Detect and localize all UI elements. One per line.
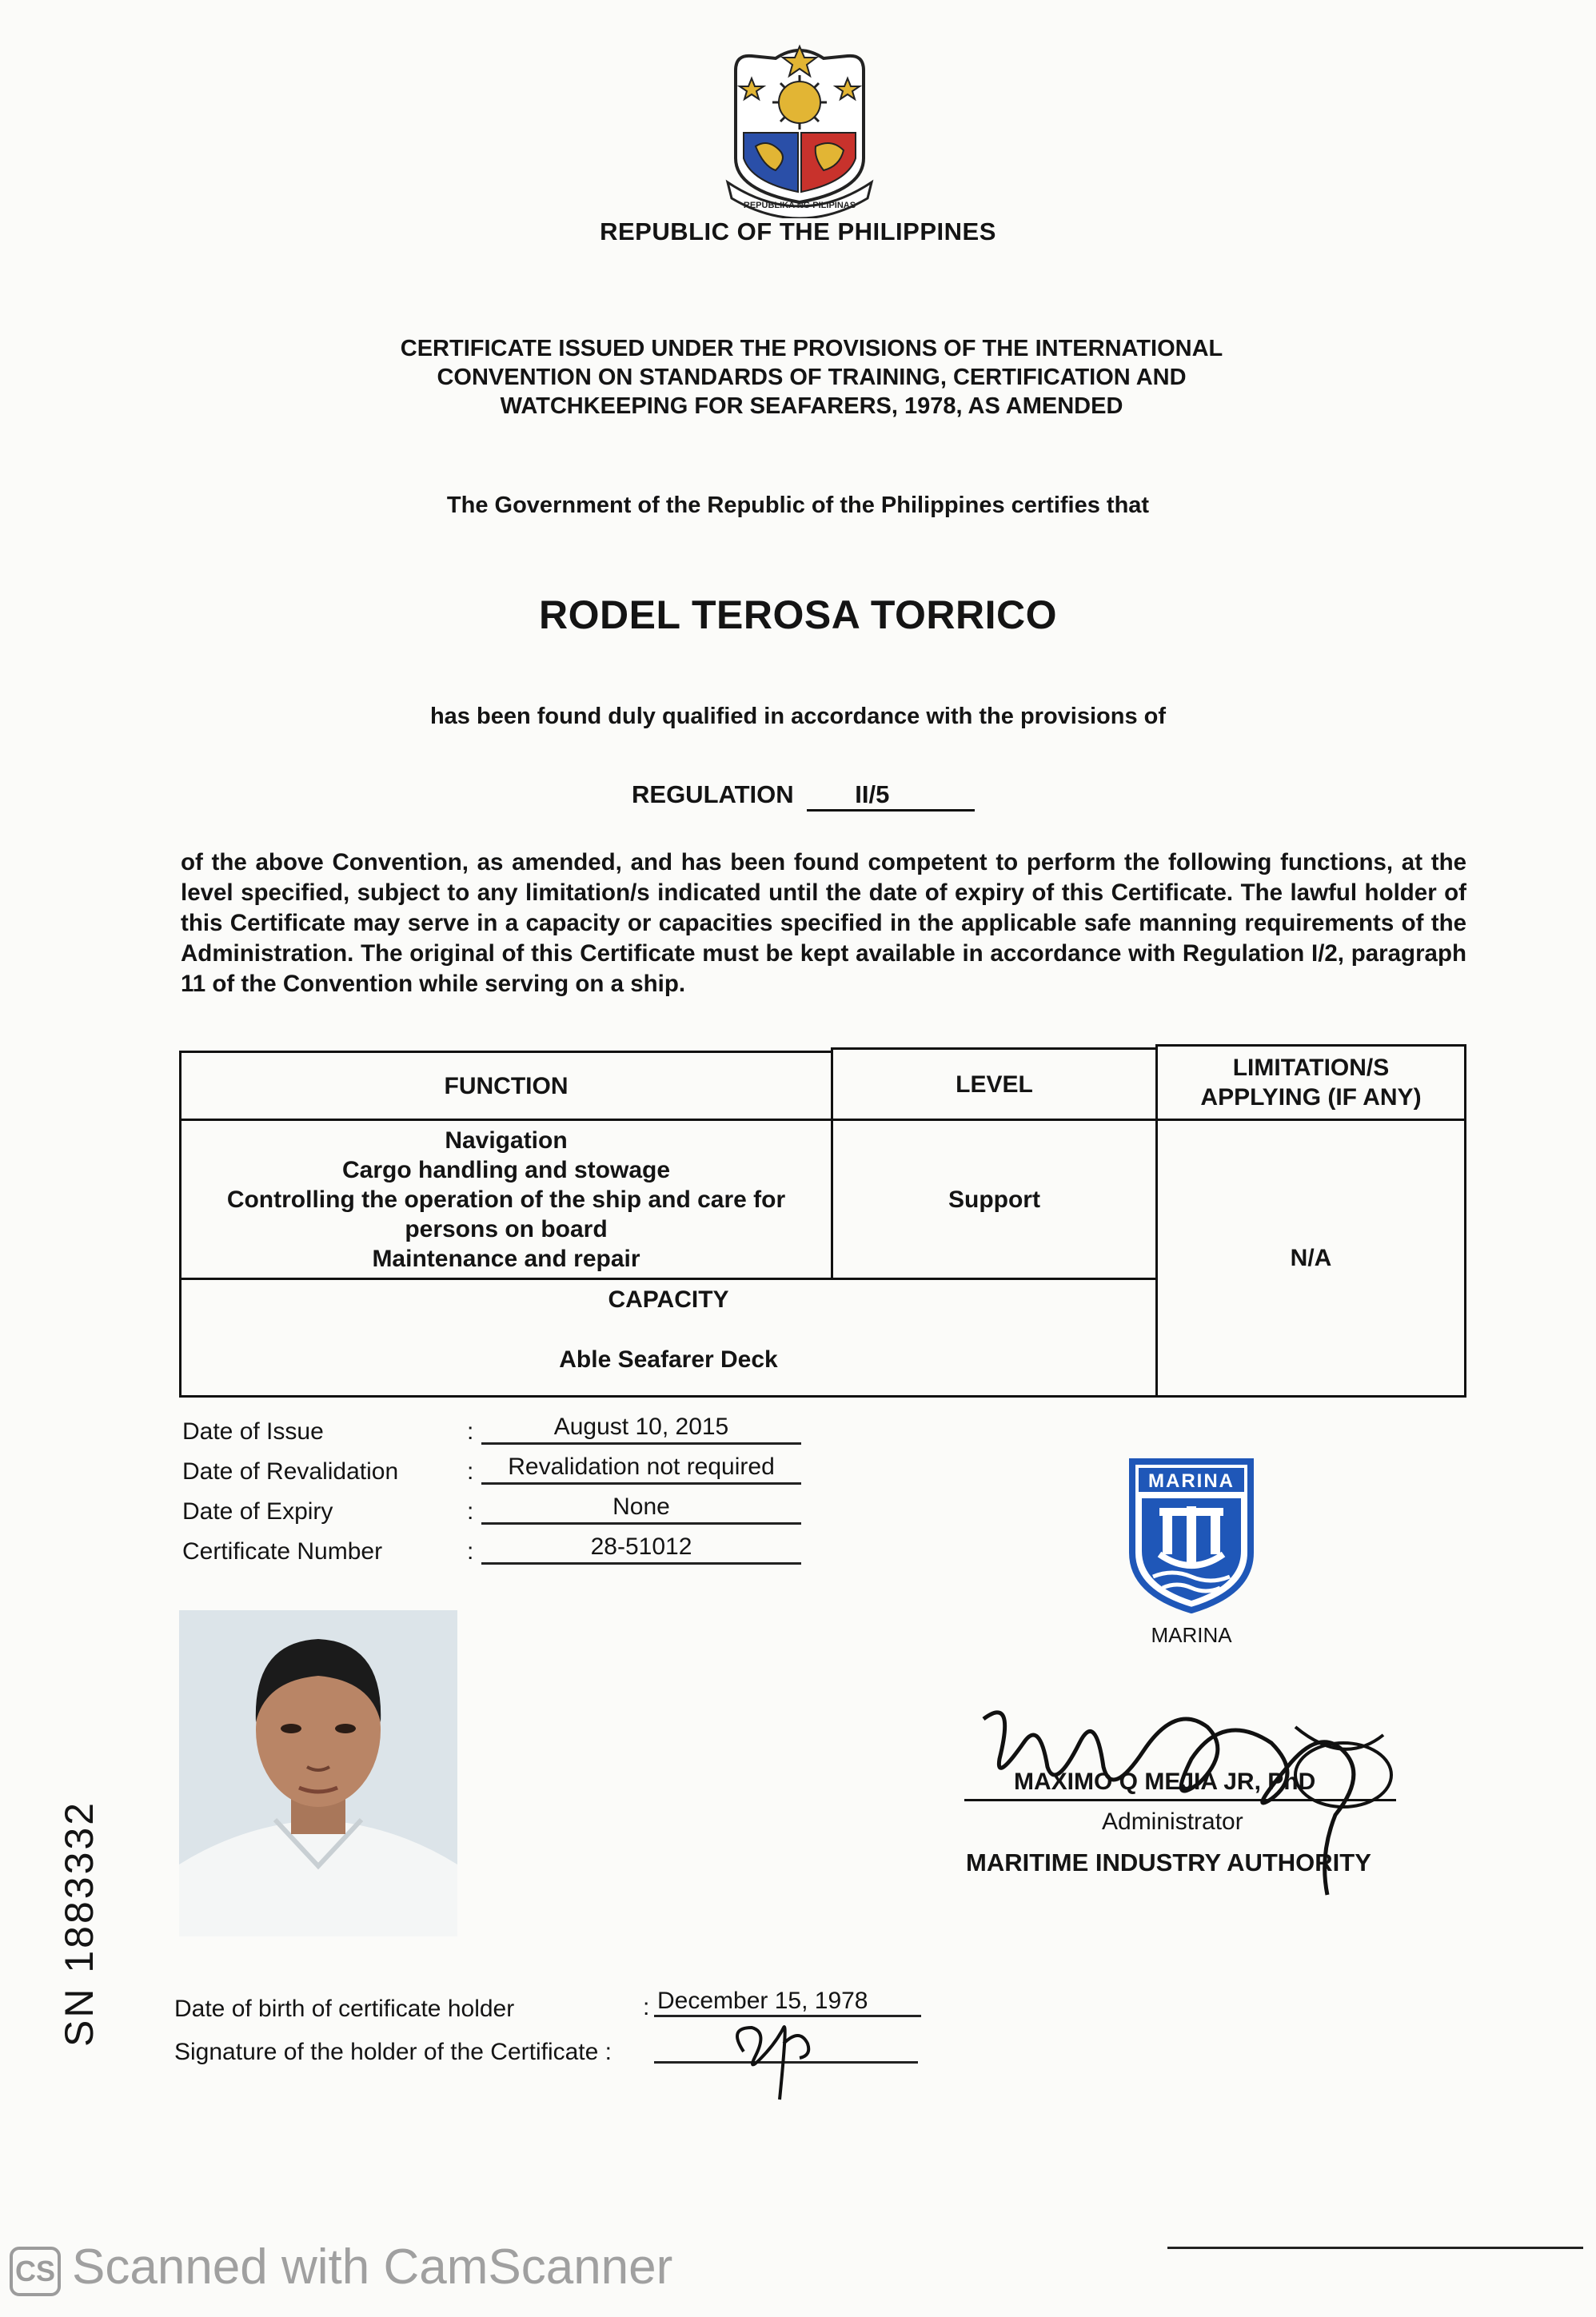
marina-logo-text: MARINA [1148,1470,1235,1492]
government-certifies-line: The Government of the Republic of the Philippines certifies that [446,493,1150,518]
detail-value: None [481,1493,801,1525]
signatory-title: Administrator [1102,1809,1243,1835]
function-item: Cargo handling and stowage [341,1156,671,1183]
detail-row-number [181,1529,804,1569]
certificate-body-paragraph: of the above Convention, as amended, and has been found competent to perform the following functions, at the level specified, subject to any limitation/s indicated until the date of expiry of this Certificate. The lawful holder of this Certificate may serve in a capacity or capacities specified in the applicable safe manning requirements of the Administration. The original of this Certificate must be kept available in accordance with Regulation I/2, paragraph 11 of the Convention while serving on a ship. [181,849,1466,997]
detail-value: 28-51012 [481,1533,801,1565]
detail-label: Date of Expiry [182,1498,333,1525]
limitations-header [1155,1044,1466,1121]
scanner-watermark: Scanned with CamScanner [72,2239,673,2295]
marina-logo [1127,1457,1255,1613]
country-title: REPUBLIC OF THE PHILIPPINES [600,217,996,245]
detail-colon: : [467,1458,474,1485]
detail-colon: : [467,1418,474,1445]
marina-caption: MARINA [1151,1623,1232,1647]
function-header-label: FUNCTION [444,1072,569,1099]
heading-line: CONVENTION ON STANDARDS OF TRAINING, CERTIFICATION AND [437,365,1187,390]
dob-label: Date of birth of certificate holder [174,1996,515,2022]
qualified-line: has been found duly qualified in accordance with the provisions of [429,704,1167,729]
dob-value: December 15, 1978 [654,1988,921,2017]
function-header [179,1051,833,1121]
functions-cell [179,1119,833,1280]
limitations-header-line: LIMITATION/S [1232,1055,1390,1081]
seal-text: REPUBLIKA NG PILIPINAS [743,201,856,210]
regulation-label: REGULATION [632,780,794,808]
regulation-value: II/5 [807,780,975,812]
holder-name: RODEL TEROSA TORRICO [538,592,1057,637]
holder-photo [179,1610,457,1936]
competency-table [179,1044,1466,1398]
certificate-heading [344,334,1279,421]
bottom-rule [1167,2247,1583,2249]
signatory-name: MAXIMO Q MEJIA JR, PhD [1014,1769,1316,1795]
detail-colon: : [467,1538,474,1565]
function-item: Maintenance and repair [372,1245,640,1272]
detail-label: Date of Revalidation [182,1458,399,1485]
limitations-header-line: APPLYING (IF ANY) [1200,1084,1422,1111]
function-item: persons on board [405,1215,608,1242]
detail-row-revalidation [181,1449,804,1489]
philippine-seal-emblem [720,38,880,218]
issuing-authority: MARITIME INDUSTRY AUTHORITY [966,1848,1371,1876]
detail-value: Revalidation not required [481,1454,801,1485]
detail-row-expiry [181,1489,804,1529]
capacity-cell [179,1278,1158,1398]
camscanner-logo-icon: CS [10,2247,61,2296]
holder-signature [712,1996,856,2108]
dob-colon: : [643,1994,650,2020]
heading-line: WATCHKEEPING FOR SEAFARERS, 1978, AS AMENDED [500,393,1123,419]
capacity-value: Able Seafarer Deck [559,1346,778,1373]
level-header-label: LEVEL [956,1071,1033,1098]
limitations-cell [1155,1119,1466,1398]
holder-signature-label: Signature of the holder of the Certificate : [174,2039,612,2065]
detail-colon: : [467,1498,474,1525]
serial-number: SN 1883332 [57,1800,102,2047]
level-cell [831,1119,1158,1280]
level-value: Support [948,1186,1040,1213]
administrator-signature [968,1695,1415,1903]
capacity-label: CAPACITY [608,1286,729,1313]
heading-line: CERTIFICATE ISSUED UNDER THE PROVISIONS OF THE INTERNATIONAL [400,336,1223,361]
level-header [831,1047,1158,1121]
regulation-line [632,780,975,812]
detail-value: August 10, 2015 [481,1414,801,1445]
function-item: Navigation [445,1127,568,1154]
function-item: Controlling the operation of the ship and care for [226,1186,786,1213]
detail-label: Date of Issue [182,1418,324,1445]
detail-label: Certificate Number [182,1538,383,1565]
limitations-value: N/A [1290,1245,1332,1271]
detail-row-issue [181,1409,804,1449]
